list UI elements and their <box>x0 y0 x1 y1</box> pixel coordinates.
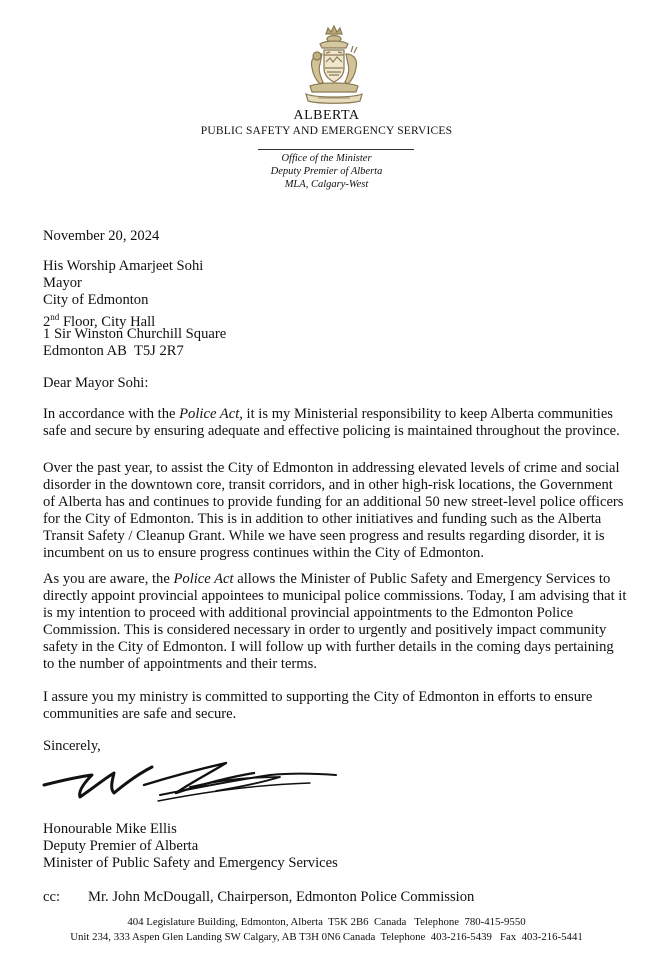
signer-name: Honourable Mike Ellis <box>43 821 177 837</box>
p1-text: In accordance with the <box>43 406 180 422</box>
paragraph-4: I assure you my ministry is committed to supporting the City of Edmonton in efforts to ensure communities are safe and secure. <box>43 689 593 722</box>
signer-title: Minister of Public Safety and Emergency Services <box>43 855 338 871</box>
footer-address-edmonton: 404 Legislature Building, Edmonton, Alberta T5K 2B6 Canada Telephone 780-415-9550 <box>127 916 526 928</box>
recipient-line: Mayor <box>43 275 82 291</box>
floor-ordinal: nd <box>50 312 60 322</box>
letter-date: November 20, 2024 <box>43 228 160 244</box>
signer-block <box>43 821 338 872</box>
paragraph-2: Over the past year, to assist the City of Edmonton in addressing elevated levels of crime and social disorder in the downtown core, transit corridors, and in other high-risk locations, the Government of Alberta has and continues to provide funding for an additional 50 new street-level police officers for the City of Edmonton. This is in addition to other initiatives and funding such as the Alberta Transit Safety / Cleanup Grant. While we have seen progress and results regarding disorder, it is incumbent on us to ensure progress continues within the City of Edmonton. <box>43 460 624 561</box>
floor-rest: Floor, City Hall <box>59 313 156 330</box>
p3-italic: Police Act <box>173 571 234 587</box>
signature <box>40 755 350 807</box>
recipient-address <box>43 258 627 360</box>
p3-text: allows the Minister of Public Safety and Emergency Services to directly appoint provincial appointees to municipal police commissions. Today, I am advising that it is my intention to proceed with additional provincial appointments to the Edmonton Police Commission. This is considered necessary in order to urgently and positively impact community safety in the City of Edmonton. I will follow up with further details in the coming days pertaining to the number of appointments and their terms. <box>43 571 627 672</box>
p1-italic: Police Act, <box>179 406 243 422</box>
closing: Sincerely, <box>43 738 101 754</box>
recipient-line: City of Edmonton <box>43 292 149 308</box>
office-line: MLA, Calgary-West <box>284 179 369 190</box>
letterhead-department: PUBLIC SAFETY AND EMERGENCY SERVICES <box>200 125 453 137</box>
p3-text: As you are aware, the <box>43 571 174 587</box>
recipient-line <box>43 309 627 330</box>
letterhead-province: ALBERTA <box>293 108 360 123</box>
alberta-coat-of-arms-icon <box>296 24 372 106</box>
recipient-line: His Worship Amarjeet Sohi <box>43 258 204 274</box>
p1-text: it is my Ministerial responsibility to keep Alberta communities safe and secure by ensuring adequate and effective policing is maintained throughout the province. <box>43 406 620 439</box>
footer-address-calgary: Unit 234, 333 Aspen Glen Landing SW Calgary, AB T3H 0N6 Canada Telephone 403-216-5439 Fax 403-216-5441 <box>70 931 583 943</box>
recipient-line: 1 Sir Winston Churchill Square <box>43 326 227 342</box>
office-line: Office of the Minister <box>281 153 372 164</box>
signer-title: Deputy Premier of Alberta <box>43 838 199 854</box>
cc-label: cc: <box>43 889 61 905</box>
cc-recipient: Mr. John McDougall, Chairperson, Edmonton Police Commission <box>88 889 475 905</box>
floor-number: 2 <box>43 313 51 330</box>
paragraph-3 <box>43 571 627 673</box>
letterhead-divider <box>258 149 414 150</box>
paragraph-1 <box>43 406 627 440</box>
recipient-line: Edmonton AB T5J 2R7 <box>43 343 184 359</box>
salutation: Dear Mayor Sohi: <box>43 375 149 391</box>
office-line: Deputy Premier of Alberta <box>270 166 383 177</box>
